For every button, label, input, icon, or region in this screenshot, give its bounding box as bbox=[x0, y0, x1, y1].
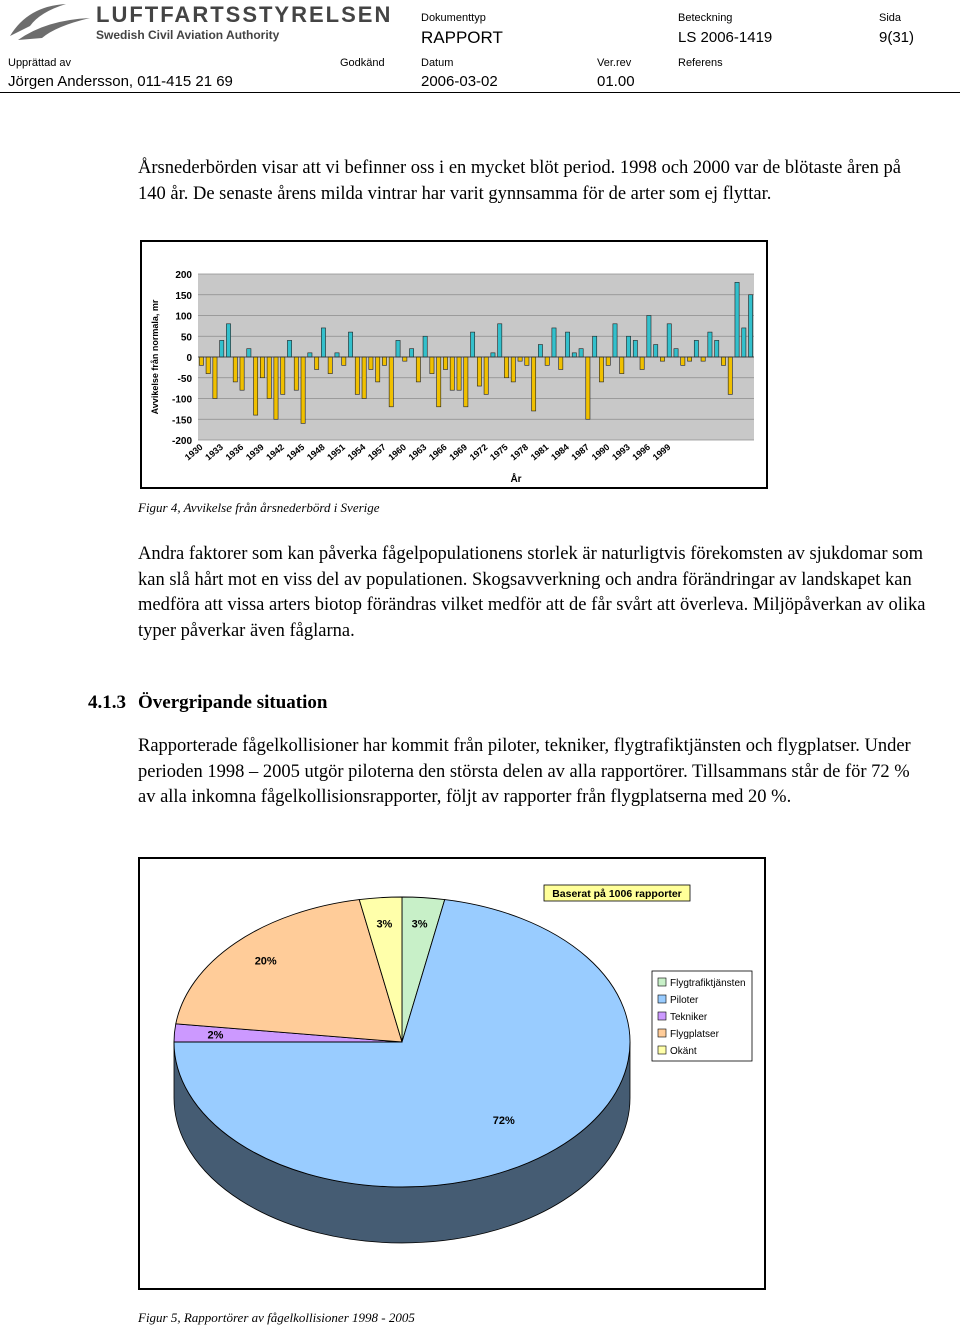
legend-label: Okänt bbox=[670, 1046, 697, 1057]
designation-value: LS 2006-1419 bbox=[678, 29, 773, 46]
pie-slice-label: 3% bbox=[376, 918, 393, 931]
pie-slice-label: 20% bbox=[254, 955, 277, 968]
x-tick-label: 1942 bbox=[264, 441, 287, 463]
bar bbox=[362, 357, 366, 399]
x-axis-label: År bbox=[510, 474, 522, 485]
figure-4-frame bbox=[140, 240, 768, 489]
x-tick-label: 1936 bbox=[223, 441, 246, 463]
legend-label: Flygtrafiktjänsten bbox=[670, 978, 746, 989]
bar bbox=[620, 357, 624, 374]
bar bbox=[301, 357, 305, 423]
bar bbox=[749, 295, 753, 357]
bar bbox=[477, 357, 481, 386]
x-tick-label: 1945 bbox=[284, 441, 307, 463]
bar bbox=[498, 324, 502, 357]
bar bbox=[538, 345, 542, 357]
x-tick-label: 1966 bbox=[427, 441, 449, 463]
x-tick-label: 1969 bbox=[447, 441, 470, 463]
bar bbox=[687, 357, 691, 361]
bar bbox=[660, 357, 664, 361]
org-logo-icon bbox=[6, 2, 92, 44]
bar bbox=[572, 353, 576, 357]
bar bbox=[355, 357, 359, 394]
bar bbox=[348, 332, 352, 357]
org-name: LUFTFARTSSTYRELSEN bbox=[96, 2, 393, 27]
bar bbox=[471, 332, 475, 357]
x-tick-label: 1972 bbox=[467, 441, 490, 463]
x-tick-label: 1933 bbox=[203, 441, 226, 463]
header-divider bbox=[0, 92, 960, 93]
y-axis-label: Avvikelse från normala, mr bbox=[150, 299, 160, 415]
bar bbox=[328, 357, 332, 374]
section-title: Övergripande situation bbox=[138, 692, 328, 713]
x-tick-label: 1999 bbox=[650, 441, 673, 463]
bar bbox=[335, 353, 339, 357]
rev-value: 01.00 bbox=[597, 73, 635, 90]
x-tick-label: 1990 bbox=[589, 441, 612, 463]
bar bbox=[606, 357, 610, 365]
legend-label: Tekniker bbox=[670, 1012, 708, 1023]
bar bbox=[382, 357, 386, 365]
bar bbox=[545, 357, 549, 365]
annotation-text: Baserat på 1006 rapporter bbox=[552, 888, 682, 900]
bar bbox=[484, 357, 488, 394]
bar bbox=[423, 336, 427, 357]
y-tick-label: -150 bbox=[171, 415, 192, 427]
doc-type-label: Dokumenttyp bbox=[421, 12, 486, 24]
bar bbox=[199, 357, 203, 365]
bar bbox=[457, 357, 461, 390]
bar bbox=[742, 328, 746, 357]
bar bbox=[633, 340, 637, 357]
x-tick-label: 1960 bbox=[386, 441, 409, 463]
bar bbox=[599, 357, 603, 382]
legend-swatch bbox=[658, 1012, 666, 1020]
bar bbox=[437, 357, 441, 407]
x-tick-label: 1954 bbox=[345, 441, 368, 463]
bar bbox=[206, 357, 210, 374]
bar bbox=[715, 340, 719, 357]
y-tick-label: -200 bbox=[171, 436, 192, 447]
precipitation-bar-chart bbox=[142, 242, 766, 487]
bar bbox=[342, 357, 346, 365]
bar bbox=[430, 357, 434, 374]
figure-5-caption: Figur 5, Rapportörer av fågelkollisioner 1998 - 2005 bbox=[138, 1310, 415, 1325]
bar bbox=[294, 357, 298, 390]
page-label: Sida bbox=[879, 12, 902, 24]
x-tick-label: 1987 bbox=[569, 441, 592, 463]
y-tick-label: 0 bbox=[186, 353, 192, 364]
bar bbox=[396, 340, 400, 357]
bar bbox=[416, 357, 420, 382]
bar bbox=[525, 357, 529, 365]
bar bbox=[443, 357, 447, 369]
bar bbox=[491, 353, 495, 357]
bar bbox=[552, 328, 556, 357]
bar bbox=[450, 357, 454, 390]
prepared-value: Jörgen Andersson, 011-415 21 69 bbox=[8, 73, 233, 90]
paragraph-other-factors: Andra faktorer som kan påverka fågelpopulationens storlek är naturligtvis förekomsten av sjukdomar som kan slå hårt mot en viss del av populationen. Skogsavverkning och andra förändringar av landskapet kan medföra att vissa arters biotop förändras vilket medför att de får svårt att överleva. Miljöpåverkan av olika typer påverkar även fåglarna. bbox=[138, 544, 926, 641]
designation-label: Beteckning bbox=[678, 12, 733, 24]
rev-label: Ver.rev bbox=[597, 57, 632, 69]
pie-slice-label: 72% bbox=[492, 1115, 515, 1128]
bar bbox=[403, 357, 407, 361]
date-value: 2006-03-02 bbox=[421, 73, 498, 90]
bar bbox=[504, 357, 508, 378]
x-tick-label: 1930 bbox=[182, 441, 205, 463]
bar bbox=[532, 357, 536, 411]
doc-type-value: RAPPORT bbox=[421, 28, 503, 47]
legend-swatch bbox=[658, 995, 666, 1003]
bar bbox=[254, 357, 258, 415]
bar bbox=[728, 357, 732, 394]
legend-swatch bbox=[658, 978, 666, 986]
reporters-pie-chart bbox=[140, 859, 764, 1288]
y-tick-label: -100 bbox=[171, 394, 192, 406]
x-tick-label: 1996 bbox=[630, 441, 653, 463]
bar bbox=[708, 332, 712, 357]
approved-label: Godkänd bbox=[340, 57, 385, 69]
bar bbox=[464, 357, 468, 407]
x-tick-label: 1993 bbox=[610, 441, 632, 463]
x-tick-label: 1957 bbox=[365, 441, 388, 463]
bar bbox=[654, 345, 658, 357]
bar bbox=[559, 357, 563, 369]
y-tick-label: 150 bbox=[175, 290, 192, 302]
org-subtitle: Swedish Civil Aviation Authority bbox=[96, 28, 280, 42]
bar bbox=[409, 349, 413, 357]
bar bbox=[321, 328, 325, 357]
x-tick-label: 1981 bbox=[528, 441, 551, 463]
prepared-label: Upprättad av bbox=[8, 57, 71, 69]
bar bbox=[681, 357, 685, 365]
pie-slice-label: 3% bbox=[411, 918, 428, 931]
page-value: 9(31) bbox=[879, 29, 915, 46]
x-tick-label: 1951 bbox=[325, 441, 348, 463]
bar bbox=[647, 316, 651, 358]
figure-4-caption: Figur 4, Avvikelse från årsnederbörd i Sverige bbox=[138, 500, 380, 515]
bar bbox=[593, 336, 597, 357]
bar bbox=[694, 340, 698, 357]
bar bbox=[640, 357, 644, 369]
bar bbox=[308, 353, 312, 357]
section-number: 4.1.3 bbox=[88, 692, 126, 713]
x-tick-label: 1948 bbox=[304, 441, 327, 463]
bar bbox=[721, 357, 725, 365]
bar bbox=[274, 357, 278, 419]
legend-label: Flygplatser bbox=[670, 1029, 719, 1040]
bar bbox=[233, 357, 237, 382]
bar bbox=[376, 357, 380, 382]
legend-label: Piloter bbox=[670, 995, 699, 1006]
reference-label: Referens bbox=[678, 57, 723, 69]
x-tick-label: 1978 bbox=[508, 441, 531, 463]
bar bbox=[626, 336, 630, 357]
bar bbox=[267, 357, 271, 399]
bar bbox=[511, 357, 515, 382]
x-tick-label: 1975 bbox=[488, 441, 510, 463]
bar bbox=[674, 349, 678, 357]
bar bbox=[247, 349, 251, 357]
x-tick-label: 1939 bbox=[243, 441, 266, 463]
paragraph-reporters: Rapporterade fågelkollisioner har kommit från piloter, tekniker, flygtrafiktjänsten och flygplatser. Under perioden 1998 – 2005 utgör piloterna den största delen av alla rapportörer. Tillsammans står de för 72 % av alla inkomna fågelkollisionsrapporter, följt av rapporter från flygplatserna med 20 %. bbox=[138, 736, 911, 807]
bar bbox=[735, 282, 739, 357]
bar bbox=[369, 357, 373, 369]
bar bbox=[281, 357, 285, 394]
bar bbox=[613, 324, 617, 357]
y-tick-label: 50 bbox=[180, 332, 192, 344]
x-tick-label: 1984 bbox=[549, 441, 571, 463]
legend-swatch bbox=[658, 1046, 666, 1054]
bar bbox=[240, 357, 244, 390]
date-label: Datum bbox=[421, 57, 454, 69]
bar bbox=[701, 357, 705, 361]
x-tick-label: 1963 bbox=[406, 441, 429, 463]
bar bbox=[667, 324, 671, 357]
y-tick-label: 100 bbox=[175, 311, 192, 323]
bar bbox=[287, 340, 291, 357]
figure-5-frame bbox=[138, 857, 766, 1290]
bar bbox=[220, 340, 224, 357]
bar bbox=[518, 357, 522, 361]
bar bbox=[213, 357, 217, 399]
bar bbox=[389, 357, 393, 407]
y-tick-label: -50 bbox=[177, 373, 192, 385]
bar bbox=[565, 332, 569, 357]
y-tick-label: 200 bbox=[175, 270, 192, 281]
legend-swatch bbox=[658, 1029, 666, 1037]
bar bbox=[579, 349, 583, 357]
bar bbox=[226, 324, 230, 357]
bar bbox=[586, 357, 590, 419]
pie-slice-label: 2% bbox=[207, 1029, 224, 1042]
paragraph-precipitation: Årsnederbörden visar att vi befinner oss i en mycket blöt period. 1998 och 2000 var de blötaste åren på 140 år. De senaste årens milda vintrar har varit gynnsamma för de arter som ej flyttar. bbox=[138, 158, 901, 204]
bar bbox=[260, 357, 264, 378]
bar bbox=[315, 357, 319, 369]
